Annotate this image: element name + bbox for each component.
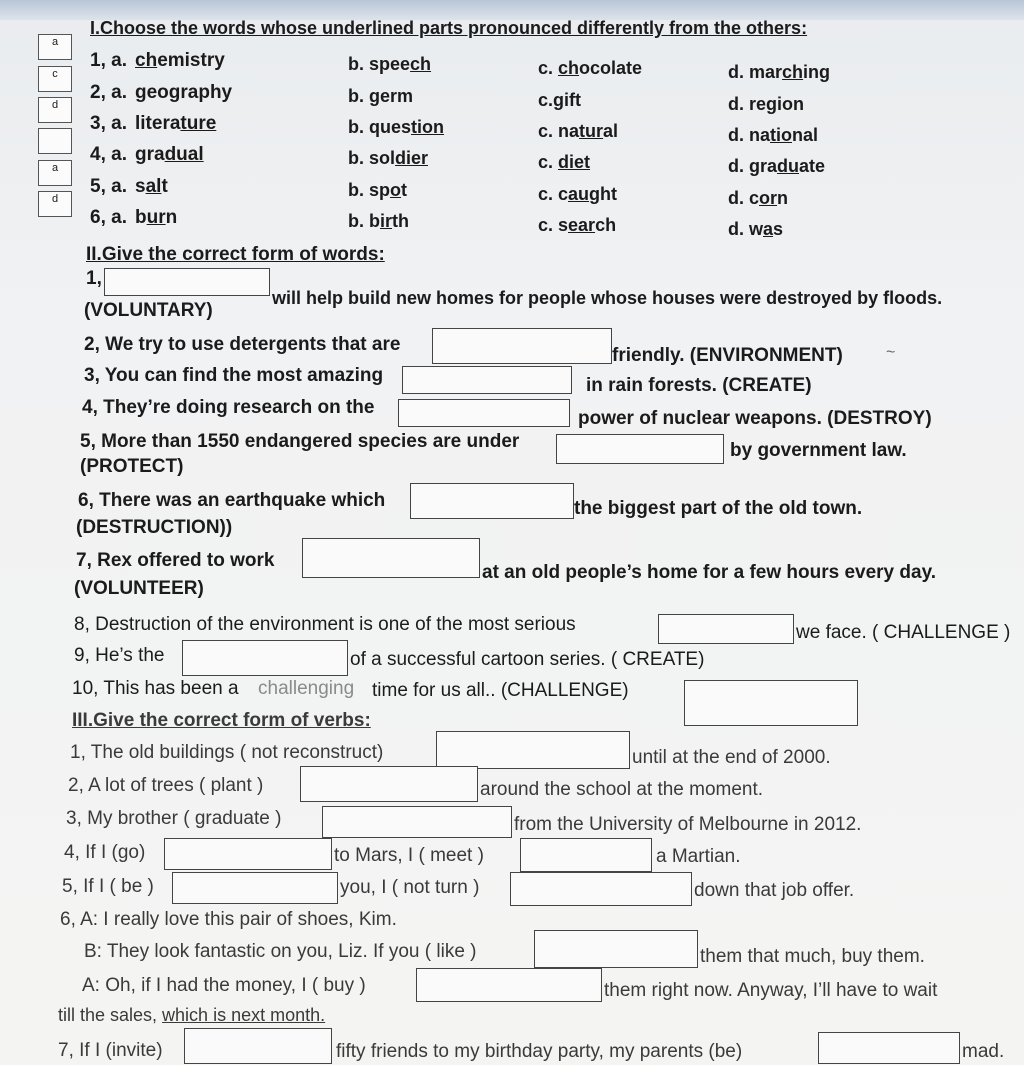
q2-option-c-underlined: g	[553, 90, 565, 110]
q4-number: 4, a.	[90, 144, 127, 165]
q3-option-d	[728, 125, 818, 146]
s3-q6-b-pre: B: They look fantastic on you, Liz. If you ( like )	[84, 941, 477, 962]
q3-option-c-pre: c. na	[538, 121, 580, 141]
q5-option-b	[348, 180, 407, 201]
s2-q1-hint: (VOLUNTARY)	[84, 300, 213, 321]
s3-q2-pre: 2, A lot of trees ( plant )	[68, 775, 264, 796]
q3-option-c-underlined: tur	[579, 121, 604, 141]
answer-box-q2[interactable]: c	[38, 66, 72, 92]
q2-option-b-underlined: g	[369, 86, 380, 106]
q3-option-b-pre: b. ques	[348, 117, 412, 137]
s2-q7-pre: 7, Rex offered to work	[76, 550, 275, 571]
s3-q1-pre: 1, The old buildings ( not reconstruct)	[70, 742, 384, 763]
q6-option-b-pre: b. b	[348, 211, 380, 231]
q4-option-b-pre: b. sol	[348, 148, 396, 168]
s2-q4-post: power of nuclear weapons. (DESTROY)	[578, 408, 932, 429]
s3-q7-answer-box-1[interactable]	[184, 1028, 332, 1064]
s2-q3-answer-box[interactable]	[402, 366, 572, 394]
s3-q5-answer-box-1[interactable]	[172, 872, 338, 904]
q4-option-d-underlined: du	[777, 156, 800, 176]
q2-option-d-underlined: g	[766, 94, 778, 114]
s2-q9-answer-box[interactable]	[182, 640, 348, 676]
s2-q2-answer-box[interactable]	[432, 328, 612, 364]
s3-q5-pre: 5, If I ( be )	[62, 876, 154, 897]
q2-option-d	[728, 94, 804, 115]
q4-option-d-post: ate	[799, 156, 826, 176]
q4-option-b-underlined: dier	[395, 148, 429, 168]
q5-option-c-post: ght	[589, 184, 618, 204]
s3-q7-post: mad.	[962, 1041, 1005, 1062]
q1-option-c	[538, 58, 642, 79]
s2-q5-post: by government law.	[730, 440, 907, 461]
q6-option-b	[348, 211, 409, 232]
q3-option-d-pre: d. na	[728, 125, 771, 145]
s3-q6-last	[58, 1005, 325, 1026]
s2-q10-fill: challenging	[258, 678, 355, 699]
q1-number: 1, a.	[90, 50, 127, 71]
q3-option-d-underlined: tio	[770, 125, 793, 145]
q5-option-a-underlined: al	[145, 176, 162, 197]
q6-option-a	[135, 207, 177, 229]
s3-q6-a-pre: A: Oh, if I had the money, I ( buy )	[82, 975, 366, 996]
q5-option-d	[728, 188, 788, 209]
s2-q3-post: in rain forests. (CREATE)	[586, 375, 812, 396]
q1-option-b	[348, 54, 431, 75]
s3-q6-answer-box-1[interactable]	[534, 930, 698, 968]
q3-option-c-post: al	[603, 121, 619, 141]
s2-q1-text: will help build new homes for people whose houses were destroyed by floods.	[272, 288, 943, 308]
answer-box-q1[interactable]: a	[38, 34, 72, 60]
q2-option-d-post: ion	[777, 94, 805, 114]
s2-q2-post: friendly. (ENVIRONMENT)	[612, 345, 843, 366]
q4-option-c-pre: c.	[538, 152, 559, 172]
answer-box-q4[interactable]	[38, 128, 72, 154]
q5-option-b-pre: b. sp	[348, 180, 391, 200]
s3-q4-mid: to Mars, I ( meet )	[334, 845, 484, 866]
s3-q4-answer-box-1[interactable]	[164, 838, 332, 870]
s3-q1-post: until at the end of 2000.	[632, 747, 831, 768]
s3-q6-answer-box-2[interactable]	[416, 968, 602, 1002]
q6-option-c-post: ch	[595, 215, 617, 235]
q6-option-a-underlined: ur	[146, 207, 166, 228]
q3-option-c	[538, 121, 618, 142]
s3-q6-last-pre: till the sales,	[58, 1005, 163, 1025]
s2-q8-post: we face. ( CHALLENGE )	[796, 622, 1011, 643]
s3-q5-mid: you, I ( not turn )	[340, 877, 480, 898]
s2-q8-answer-box[interactable]	[658, 614, 794, 644]
s3-q4-answer-box-2[interactable]	[520, 838, 652, 872]
q2-option-d-pre: d. re	[728, 94, 767, 114]
s2-q4-pre: 4, They’re doing research on the	[82, 397, 375, 418]
q1-option-c-underlined: ch	[558, 58, 580, 78]
s2-q6-post: the biggest part of the old town.	[574, 498, 863, 519]
s2-q10-pre: 10, This has been a	[72, 678, 239, 699]
q5-option-c	[538, 184, 617, 205]
q4-option-a-pre: gra	[135, 144, 165, 165]
q3-option-a-underlined: ture	[180, 113, 217, 134]
s3-q5-post: down that job offer.	[694, 880, 855, 901]
answer-box-q3[interactable]: d	[38, 97, 72, 123]
q5-option-d-post: n	[777, 188, 789, 208]
s2-q7-post: at an old people’s home for a few hours every day.	[482, 562, 937, 583]
s2-q3-pre: 3, You can find the most amazing	[84, 365, 384, 386]
s3-q3-pre: 3, My brother ( graduate )	[66, 808, 282, 829]
s2-q4-answer-box[interactable]	[398, 399, 570, 427]
s3-q7-pre: 7, If I (invite)	[58, 1040, 163, 1061]
q2-option-b-pre: b.	[348, 86, 369, 106]
s2-q9-post: of a successful cartoon series. ( CREATE)	[350, 649, 705, 670]
s3-q1-answer-box[interactable]	[436, 731, 630, 769]
q5-number: 5, a.	[90, 176, 127, 197]
q5-option-d-underlined: or	[759, 188, 778, 208]
section1-heading: I.Choose the words whose underlined parts pronounced differently from the others:	[90, 18, 808, 38]
section3-heading: III.Give the correct form of verbs:	[72, 710, 371, 731]
s3-q2-answer-box[interactable]	[300, 766, 478, 802]
s2-q5-answer-box[interactable]	[556, 434, 724, 464]
stray-mark: ~	[886, 344, 896, 361]
q1-option-a	[135, 50, 225, 72]
q1-option-d-underlined: ch	[782, 62, 804, 82]
q5-option-a-pre: s	[135, 176, 146, 197]
q6-option-c-underlined: ear	[568, 215, 596, 235]
q6-option-d	[728, 219, 783, 240]
q2-option-b-post: erm	[380, 86, 414, 106]
q6-option-a-pre: b	[135, 207, 147, 228]
s3-q5-answer-box-2[interactable]	[510, 872, 692, 906]
q2-option-b	[348, 86, 413, 107]
q3-option-b-underlined: tion	[411, 117, 445, 137]
s3-q7-answer-box-2[interactable]	[818, 1032, 960, 1064]
q2-option-a-underlined: g	[135, 82, 147, 103]
s3-q6-b-post: them that much, buy them.	[700, 946, 925, 967]
q1-option-c-post: ocolate	[579, 58, 643, 78]
answer-box-q5[interactable]: a	[38, 160, 72, 186]
q2-number: 2, a.	[90, 82, 127, 103]
s3-q2-post: around the school at the moment.	[480, 779, 764, 800]
q1-option-a-post: emistry	[157, 50, 225, 71]
q2-option-c	[538, 90, 581, 111]
section2-heading: II.Give the correct form of words:	[86, 244, 385, 265]
q4-option-a-underlined: dual	[164, 144, 204, 165]
q5-option-b-post: t	[401, 180, 408, 200]
q5-option-c-pre: c. c	[538, 184, 569, 204]
s2-q6-answer-box[interactable]	[410, 483, 574, 519]
s2-q7-answer-box[interactable]	[302, 538, 480, 578]
q4-option-c-underlined: diet	[558, 152, 591, 172]
q1-option-a-underlined: ch	[135, 50, 158, 71]
s2-q1-num: 1,	[86, 268, 102, 289]
q4-option-d	[728, 156, 825, 177]
q4-option-b	[348, 148, 428, 169]
s2-q6-pre: 6, There was an earthquake which	[78, 490, 386, 511]
q5-option-a-post: t	[161, 176, 168, 197]
s2-q5-hint: (PROTECT)	[80, 456, 184, 477]
s2-q7-hint: (VOLUNTEER)	[74, 578, 204, 599]
q5-option-a	[135, 176, 168, 198]
s3-q3-answer-box[interactable]	[322, 806, 512, 838]
s3-q6-a-post: them right now. Anyway, I’ll have to wait	[604, 980, 938, 1001]
q5-option-d-pre: d. c	[728, 188, 760, 208]
q6-number: 6, a.	[90, 207, 127, 228]
s2-q2-pre: 2, We try to use detergents that are	[84, 334, 401, 355]
q2-option-a	[135, 82, 232, 104]
s2-q9-pre: 9, He’s the	[74, 645, 165, 666]
q1-option-d	[728, 62, 830, 83]
q3-number: 3, a.	[90, 113, 127, 134]
s3-q6-last-underlined: which is next month.	[162, 1005, 326, 1025]
q6-option-a-post: n	[165, 207, 178, 228]
q6-option-d-post: s	[773, 219, 784, 239]
s2-q8-pre: 8, Destruction of the environment is one of the most serious	[74, 614, 576, 635]
q6-option-c	[538, 215, 616, 236]
q1-option-c-pre: c.	[538, 58, 559, 78]
s2-q5-pre: 5, More than 1550 endangered species are under	[80, 431, 520, 452]
q6-option-c-pre: c. s	[538, 215, 569, 235]
q6-option-d-underlined: a	[763, 219, 774, 239]
q3-option-b	[348, 117, 444, 138]
s2-q10-answer-box[interactable]	[684, 680, 858, 726]
q1-option-b-underlined: ch	[410, 54, 432, 74]
q6-option-d-pre: d. w	[728, 219, 763, 239]
q3-option-d-post: nal	[792, 125, 819, 145]
q4-option-d-pre: d. gra	[728, 156, 778, 176]
q1-option-b-pre: b. spee	[348, 54, 411, 74]
q4-option-c	[538, 152, 590, 173]
q1-option-d-pre: d. mar	[728, 62, 783, 82]
q5-option-b-underlined: o	[390, 180, 402, 200]
s2-q1-answer-box[interactable]	[104, 268, 270, 296]
q2-option-c-pre: c.	[538, 90, 554, 110]
top-edge	[0, 0, 1024, 20]
s3-q3-post: from the University of Melbourne in 2012.	[514, 814, 862, 835]
q5-option-c-underlined: au	[568, 184, 590, 204]
q2-option-c-post: ift	[564, 90, 582, 110]
s3-q7-mid: fifty friends to my birthday party, my parents (be)	[336, 1041, 743, 1062]
q3-option-a	[135, 113, 216, 135]
q1-option-d-post: ing	[803, 62, 831, 82]
q6-option-b-post: th	[392, 211, 410, 231]
q2-option-a-post: eography	[146, 82, 233, 103]
answer-box-q6[interactable]: d	[38, 191, 72, 217]
s2-q6-hint: (DESTRUCTION))	[76, 517, 233, 538]
s3-q6-line1: 6, A: I really love this pair of shoes, Kim.	[60, 909, 397, 930]
q4-option-a	[135, 144, 204, 166]
s3-q4-pre: 4, If I (go)	[64, 842, 146, 863]
s3-q4-post: a Martian.	[656, 846, 741, 867]
q6-option-b-underlined: ir	[380, 211, 393, 231]
s2-q10-post: time for us all.. (CHALLENGE)	[372, 680, 629, 701]
q3-option-a-pre: litera	[135, 113, 181, 134]
